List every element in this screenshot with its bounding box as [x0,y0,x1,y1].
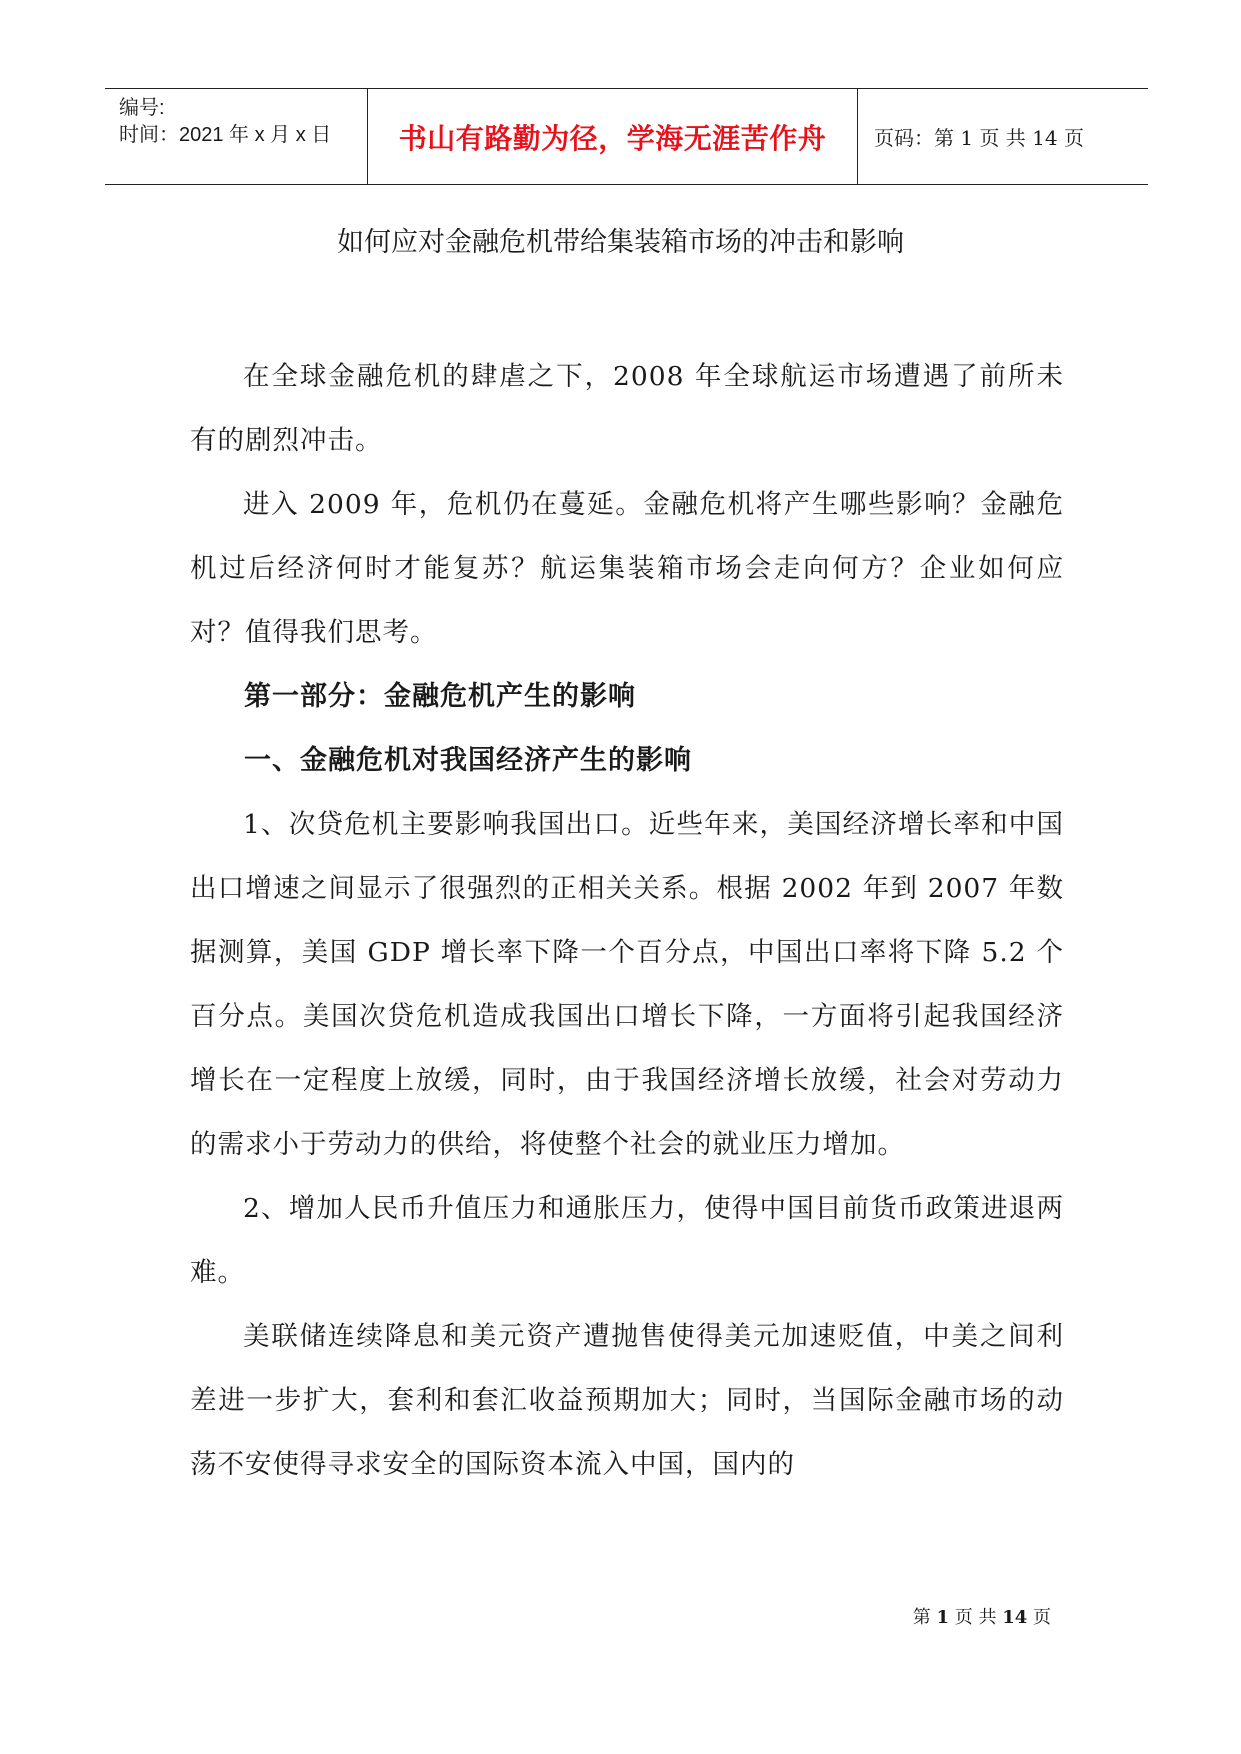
paragraph: 1、次贷危机主要影响我国出口。近些年来，美国经济增长率和中国出口增速之间显示了很强烈的正相关关系。根据 2002 年到 2007 年数据测算，美国 GDP 增长率下降一个百分点，中国出口率将下降 5.2 个百分点。美国次贷危机造成我国出口增长下降，一方面将引起我国经济增长在一定程度上放缓，同时，由于我国经济增长放缓，社会对劳动力的需求小于劳动力的供给，将使整个社会的就业压力增加。 [190,809,1064,1160]
paragraph: 进入 2009 年，危机仍在蔓延。金融危机将产生哪些影响？金融危机过后经济何时才能复苏？航运集装箱市场会走向何方？企业如何应对？值得我们思考。 [190,489,1064,648]
paragraph: 2、增加人民币升值压力和通胀压力，使得中国目前货币政策进退两难。 [190,1193,1064,1288]
footer-total-pages: 14 [1002,1607,1028,1628]
serial-number-label: 编号: [119,97,165,119]
subsection-heading: 一、金融危机对我国经济产生的影响 [244,745,692,776]
document-body [190,345,1064,1497]
footer-prefix: 第 [912,1607,931,1628]
page-footer [913,1603,1051,1629]
paragraph: 在全球金融危机的肆虐之下，2008 年全球航运市场遭遇了前所未有的剧烈冲击。 [190,361,1064,456]
page-header [105,88,1148,185]
header-meta [105,89,368,184]
section-heading: 第一部分：金融危机产生的影响 [244,681,636,712]
date-label: 时间：2021 年 x 月 x 日 [119,124,332,146]
document-title: 如何应对金融危机带给集装箱市场的冲击和影响 [337,227,904,258]
footer-page-number: 1 [936,1607,949,1628]
footer-middle: 页 共 [954,1607,997,1628]
paragraph: 美联储连续降息和美元资产遭抛售使得美元加速贬值，中美之间利差进一步扩大，套利和套汇收益预期加大；同时，当国际金融市场的动荡不安使得寻求安全的国际资本流入中国，国内的 [190,1321,1064,1480]
footer-suffix: 页 [1033,1607,1051,1628]
header-motto: 书山有路勤为径，学海无涯苦作舟 [368,89,858,184]
header-page-info: 页码：第 1 页 共 14 页 [874,126,1084,150]
